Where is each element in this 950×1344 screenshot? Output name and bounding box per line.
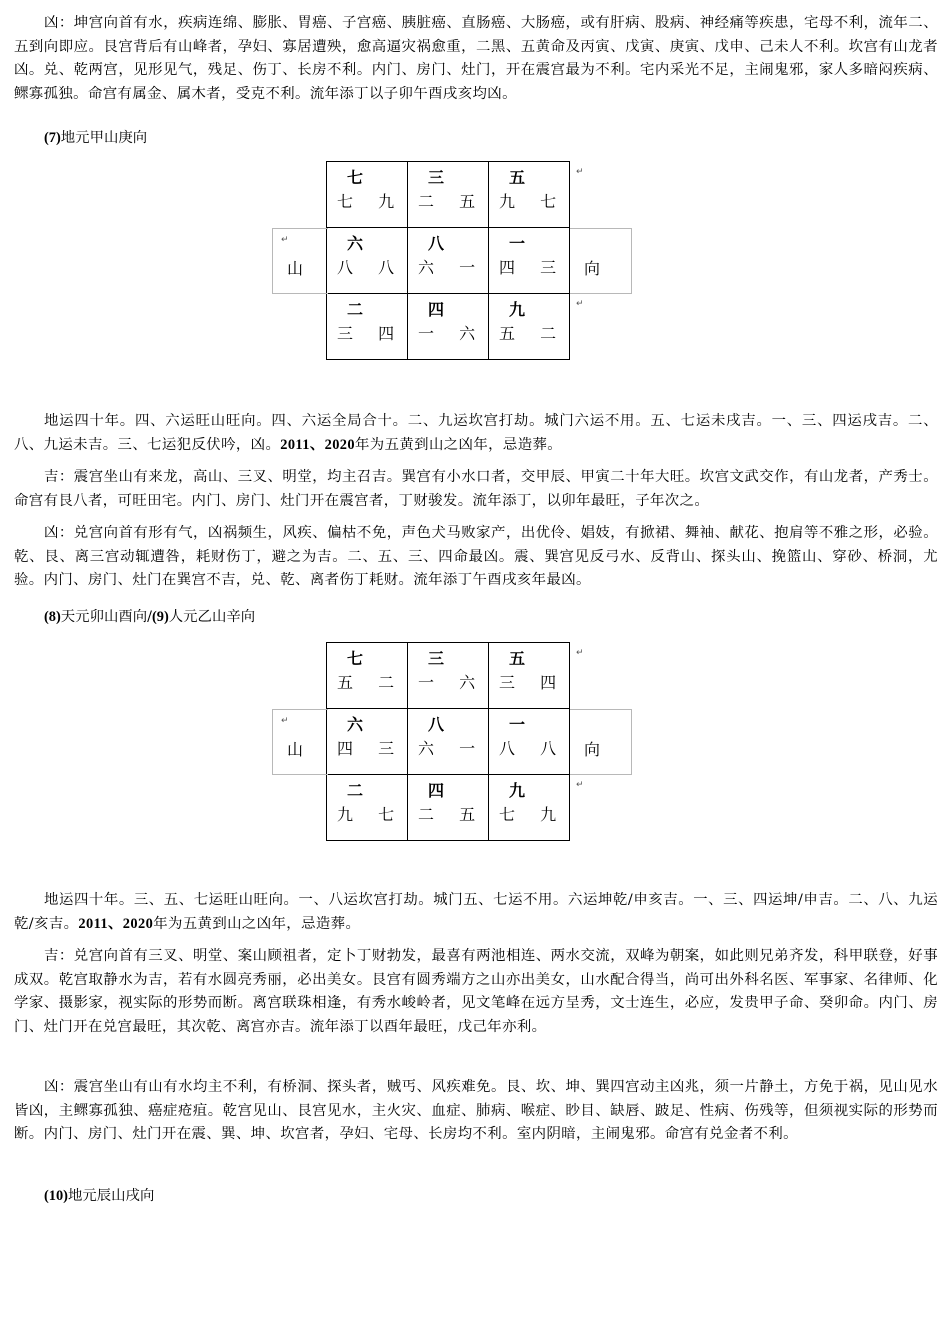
mountain-label: 山 [287,259,304,278]
section-heading-8-9: (8)天元卯山酉向/(9)人元乙山辛向 [44,609,256,625]
facing-side-box [570,228,632,294]
palace-cell: 五 九 七 [489,162,570,228]
palace-cell: 四 一 六 [408,294,489,360]
paragraph-xiong-1: 凶：坤宫向首有水，疾病连绵、膨胀、胃癌、子宫癌、胰脏癌、直肠癌、大肠癌，或有肝病、股病、神经痛等疾患，宅母不利，流年二、五到向即应。艮宫背后有山峰者，孕妇、寡居遭殃，愈高逼灾祸愈重，二黑、五黄命及丙寅、戊寅、庚寅、戊申、己未人不利。坎宫有山龙者凶。兑、乾两宫，见形见气，残足、伤丁、长房不利。内门、房门、灶门，开在震宫最为不利。宅内采光不足，主闹鬼邪，家人多暗闷疾病、鳏寡孤独。命宫有属金、属木者，受克不利。流年添丁以子卯午酉戌亥均凶。 [14,15,938,102]
palace-cell: 七 七 九 [327,162,408,228]
section-heading-10: (10)地元辰山戌向 [44,1188,155,1204]
palace-grid [326,161,570,360]
palace-cell: 五 三 四 [489,643,570,709]
paragraph-ji-8-9: 吉：兑宫向首有三叉、明堂、案山顾祖者，定卜丁财勃发，最喜有两池相连、两水交流，双峰为朝案，如此则兄弟齐发，科甲联登，好事成双。乾宫取静水为吉，若有水圆亮秀丽，必出美女。艮宫有圆秀端方之山亦出美女，山水配合得当，尚可出外科名医、军事家、名律师、化学家、摄影家，视实际的形势而断。离宫联珠相逢，有秀水峻岭者，见文笔峰在远方呈秀，文士连生，必应，发贵甲子命、癸卯命。内门、房门、灶门开在兑宫最旺，其次乾、离宫亦吉。流年添丁以酉年最旺，戊己年亦利。 [14,948,938,1035]
palace-cell: 二 三 四 [327,294,408,360]
mountain-side-box: ↵ 山 [272,709,328,775]
paragraph-ji-7: 吉：震宫坐山有来龙，高山、三叉、明堂，均主召吉。巽宫有小水口者，交甲辰、甲寅二十年大旺。坎宫文武交作，有山龙者，产秀士。命宫有艮八者，可旺田宅。内门、房门、灶门开在震宫者，丁财骏发。流年添丁，以卯年最旺，子年次之。 [14,469,938,509]
heading-number: (7) [44,130,61,146]
palace-cell: 六 八 八 [327,228,408,294]
mountain-label: 山 [287,740,304,759]
paragraph-diyun-7: 地运四十年。四、六运旺山旺向。四、六运全局合十。二、九运坎宫打劫。城门六运不用。五、七运未戌吉。一、三、四运戌吉。二、八、九运未吉。三、七运犯反伏吟，凶。2011、2020年为五黄到山之凶年，忌造葬。 [14,413,938,453]
palace-cell: 三 一 六 [408,643,489,709]
paragraph-xiong-7: 凶：兑宫向首有形有气，凶祸频生，风疾、偏枯不免，声色犬马败家产，出优伶、娼妓，有掀裙、舞袖、献花、抱肩等不雅之形，必验。乾、艮、离三宫动辄遭咎，耗财伤丁，避之为吉。二、五、三、四命最凶。震、巽宫见反弓水、反背山、探头山、挽篮山、穿砂、桥洞，尤验。内门、房门、灶门在巽宫不吉，兑、乾、离者伤丁耗财。流年添丁午酉戌亥年最凶。 [14,525,938,589]
palace-cell: 三 二 五 [408,162,489,228]
palace-grid [326,642,570,841]
palace-cell: 六 四 三 [327,709,408,775]
palace-cell: 八 六 一 [408,709,489,775]
palace-cell: 七 五 二 [327,643,408,709]
mountain-side-box: ↵ 山 [272,228,328,294]
flying-star-chart-7: ↵ 山 向 七 七 九 三 二 五 五 九 七 六 八 八 八 六 一 一 四 三 二 三 四 四 一 六 九 五 二 ↵ ↵ [326,161,570,360]
paragraph-diyun-8-9: 地运四十年。三、五、七运旺山旺向。一、八运坎宫打劫。城门五、七运不用。六运坤乾/申亥吉。一、三、四运坤/申吉。二、八、九运乾/亥吉。2011、2020年为五黄到山之凶年，忌造葬。 [14,892,938,932]
palace-cell: 二 九 七 [327,775,408,841]
palace-cell: 九 五 二 [489,294,570,360]
palace-cell: 一 八 八 [489,709,570,775]
flying-star-chart-8-9: ↵ 山 向 七 五 二 三 一 六 五 三 四 六 四 三 八 六 一 一 八 八 二 九 七 四 二 五 九 七 九 ↵ ↵ [326,642,570,841]
facing-side-box [570,709,632,775]
palace-cell: 八 六 一 [408,228,489,294]
facing-label: 向 [584,259,601,278]
heading-text: 地元甲山庚向 [60,130,148,146]
palace-cell: 一 四 三 [489,228,570,294]
facing-label: 向 [584,740,601,759]
section-heading-7 [44,126,147,147]
palace-cell: 九 七 九 [489,775,570,841]
palace-cell: 四 二 五 [408,775,489,841]
paragraph-xiong-8-9: 凶：震宫坐山有山有水均主不利，有桥洞、探头者，贼丐、风疾难免。艮、坎、坤、巽四宫动主凶兆，须一片静土，方免于祸，见山见水皆凶，主鳏寡孤独、癌症疮疽。乾宫见山、艮宫见水，主火灾、血症、肺病、喉症、眇目、缺唇、跛足、性病、伤残等，但须视实际的形势而断。内门、房门、灶门开在震、巽、坤、坎宫者，孕妇、宅母、长房均不利。室内阴暗，主闹鬼邪。命宫有兑金者不利。 [14,1079,938,1143]
